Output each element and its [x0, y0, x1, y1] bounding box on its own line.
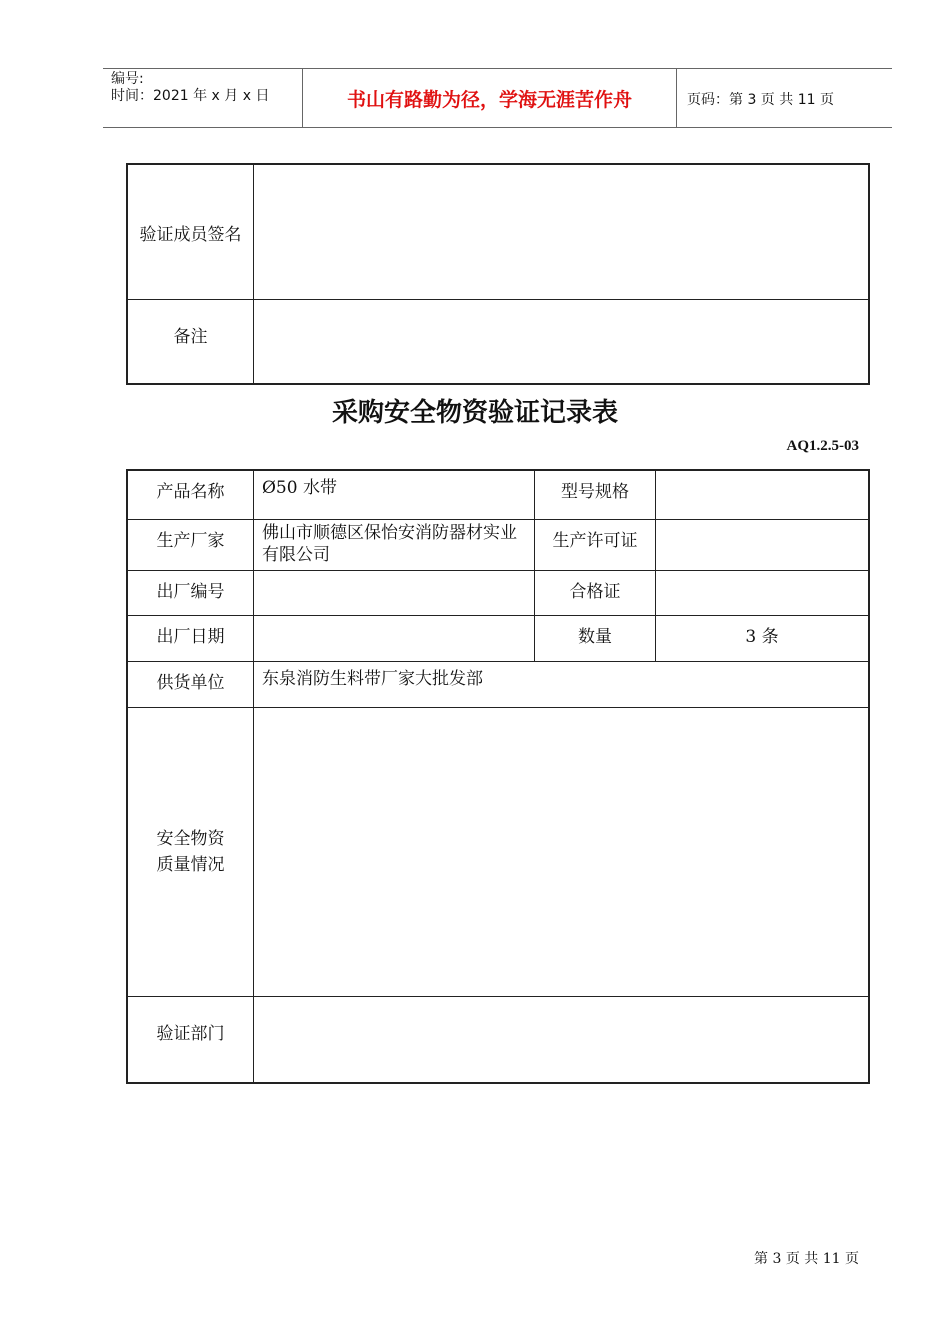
qty-value[interactable]: 3 条 — [656, 616, 869, 662]
serial-label: 出厂编号 — [128, 571, 254, 616]
header-number: 编号: — [111, 71, 144, 87]
serial-value[interactable] — [254, 571, 535, 616]
manufacturer-label: 生产厂家 — [128, 520, 254, 571]
sign-label: 验证成员签名 — [128, 165, 254, 300]
header-meta — [103, 69, 303, 128]
remark-label: 备注 — [128, 300, 254, 384]
signature-table — [127, 164, 869, 384]
cert-value[interactable] — [656, 571, 869, 616]
cert-label: 合格证 — [535, 571, 656, 616]
quality-label-line2: 质量情况 — [156, 855, 225, 875]
license-value[interactable] — [656, 520, 869, 571]
dept-value[interactable] — [254, 997, 869, 1083]
model-value[interactable] — [656, 471, 869, 520]
header-motto: 书山有路勤为径，学海无涯苦作舟 — [303, 69, 677, 128]
product-name-value[interactable]: Ø50 水带 — [254, 471, 535, 520]
header-page: 页码：第 3 页 共 11 页 — [687, 91, 834, 108]
verification-form — [127, 470, 869, 1083]
page-footer: 第 3 页 共 11 页 — [754, 1251, 859, 1267]
form-title: 采购安全物资验证记录表 — [331, 398, 618, 428]
remark-field[interactable] — [254, 300, 869, 384]
sign-field[interactable] — [254, 165, 869, 300]
quality-label-line1: 安全物资 — [156, 829, 225, 849]
supplier-value[interactable]: 东泉消防生料带厂家大批发部 — [254, 662, 869, 708]
model-label: 型号规格 — [535, 471, 656, 520]
form-code: AQ1.2.5-03 — [786, 438, 859, 454]
qty-label: 数量 — [535, 616, 656, 662]
quality-value[interactable] — [254, 708, 869, 997]
supplier-label: 供货单位 — [128, 662, 254, 708]
license-label: 生产许可证 — [535, 520, 656, 571]
manufacturer-value[interactable]: 佛山市顺德区保怡安消防器材实业有限公司 — [254, 520, 535, 571]
quality-label — [128, 708, 254, 997]
date-value[interactable] — [254, 616, 535, 662]
dept-label: 验证部门 — [128, 997, 254, 1083]
date-label: 出厂日期 — [128, 616, 254, 662]
product-name-label: 产品名称 — [128, 471, 254, 520]
header-time: 时间：2021 年 x 月 x 日 — [111, 88, 270, 104]
page-header — [103, 68, 892, 128]
